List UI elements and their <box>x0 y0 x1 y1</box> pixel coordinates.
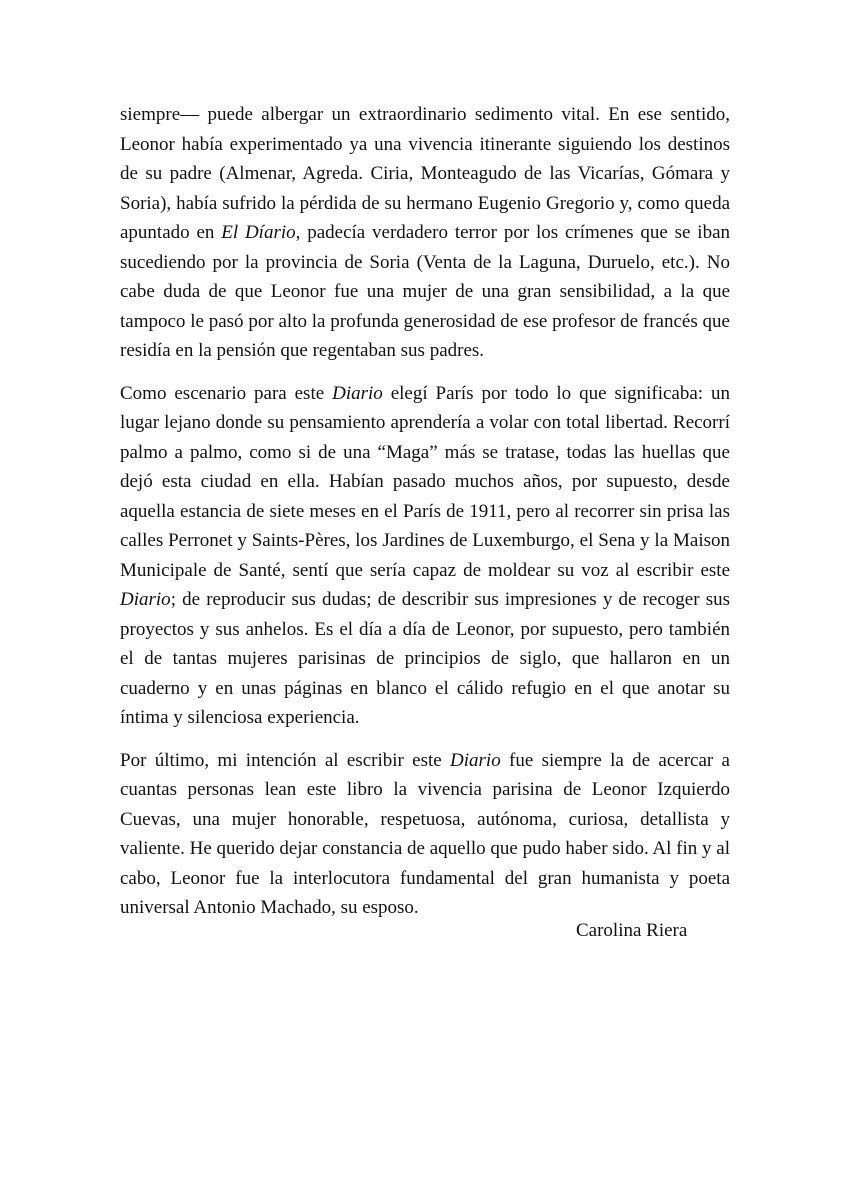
body-text <box>120 100 730 936</box>
paragraph-1 <box>120 100 730 366</box>
paragraph-3 <box>120 746 730 923</box>
paragraph-1-segment: siempre— puede albergar un extraordinario sedimento vital. En ese sentido, Leonor había experimentado ya una vivencia itinerante siguiendo los destinos de su padre (Almenar, Agreda. Ciria, Monteagudo de las Vicarías, Gómara y Soria), había sufrido la pérdida de su hermano Eugenio Gregorio y, como queda apuntado en <box>120 104 730 243</box>
paragraph-2-italic-title: Diario <box>332 382 383 404</box>
paragraph-3-segment: Por último, mi intención al escribir este <box>120 749 451 771</box>
paragraph-1-segment: , padecía verdadero terror por los crímenes que se iban sucediendo por la provincia de Soria (Venta de la Laguna, Duruelo, etc.). No cabe duda de que Leonor fue una mujer de una gran sensibilidad, a la que tampoco le pasó por alto la profunda generosidad de ese profesor de francés que residía en la pensión que regentaban sus padres. <box>120 222 731 361</box>
author-signature: Carolina Riera <box>576 920 688 941</box>
paragraph-2-segment: elegí París por todo lo que significaba: un lugar lejano donde su pensamiento aprendería a volar con total libertad. Recorrí palmo a palmo, como si de una “Maga” más se tratase, todas las huellas que dejó esta ciudad en ella. Habían pasado muchos años, por supuesto, desde aquella estancia de siete meses en el París de 1911, pero al recorrer sin prisa las calles Perronet y Saints-Pères, los Jardines de Luxemburgo, el Sena y la Maison Municipale de Santé, sentí que sería capaz de moldear su voz al escribir este <box>120 382 730 581</box>
paragraph-1-italic-title: El Díario <box>221 222 296 243</box>
paragraph-2-italic-title: Diario <box>120 589 171 610</box>
paragraph-3-italic-title: Diario <box>450 749 501 771</box>
paragraph-3-segment: fue siempre la de acercar a cuantas personas lean este libro la vivencia parisina de Leonor Izquierdo Cuevas, una mujer honorable, respetuosa, autónoma, curiosa, detallista y valiente. He querido dejar constancia de aquello que pudo haber sido. Al fin y al cabo, Leonor fue la interlocutora fundamental del gran humanista y poeta universal Antonio Machado, su esposo. <box>120 749 730 918</box>
paragraph-2-segment: ; de reproducir sus dudas; de describir sus impresiones y de recoger sus proyectos y sus anhelos. Es el día a día de Leonor, por supuesto, pero también el de tantas mujeres parisinas de principios de siglo, que hallaron en un cuaderno y en unas páginas en blanco el cálido refugio en el que anotar su íntima y silenciosa experiencia. <box>120 589 730 728</box>
paragraph-2 <box>120 379 730 733</box>
paragraph-2-segment: Como escenario para este <box>120 382 333 404</box>
